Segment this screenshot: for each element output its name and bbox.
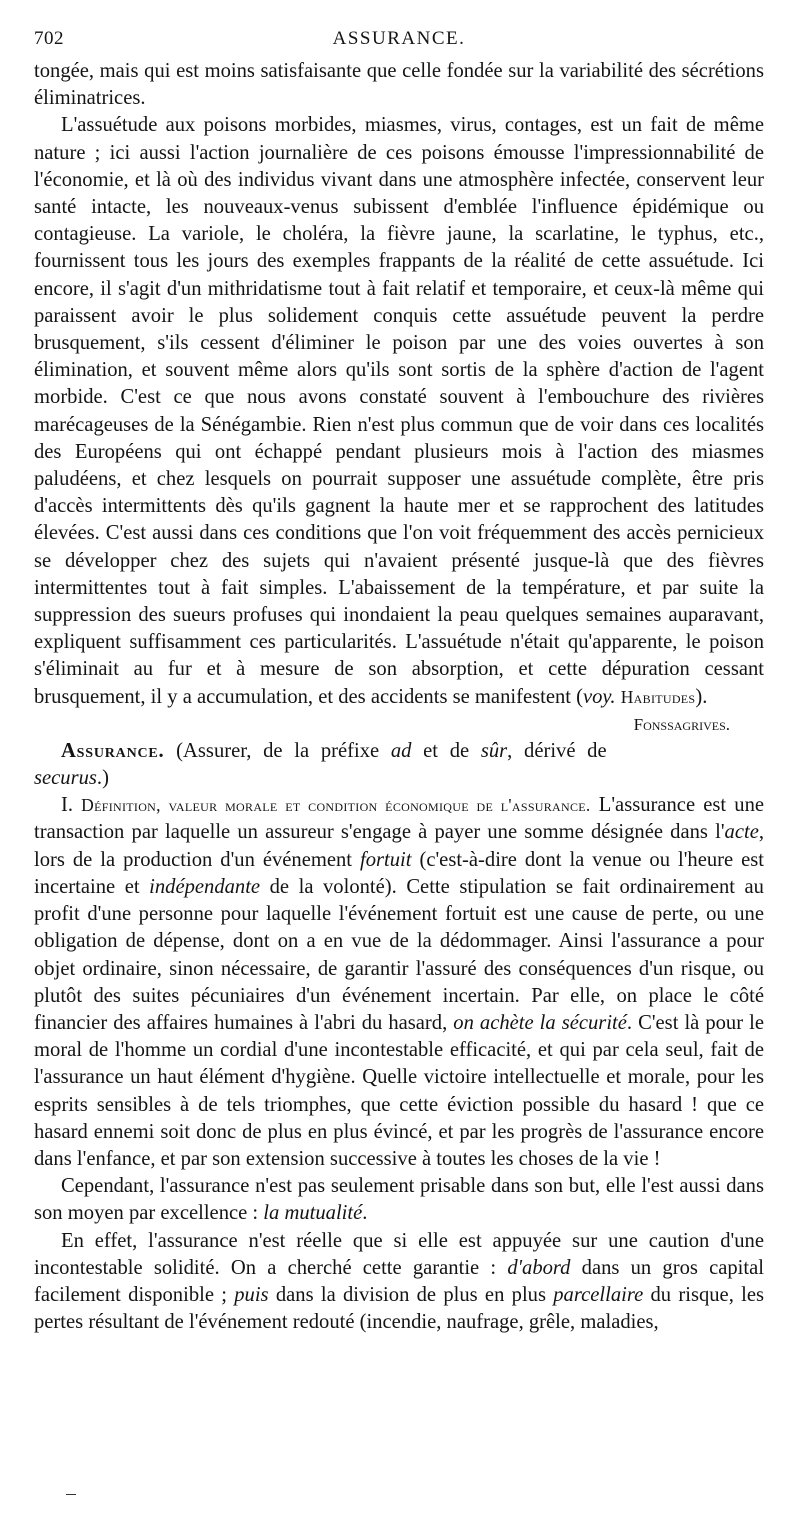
section-one-paragraph xyxy=(34,792,764,1173)
voy-reference: voy. xyxy=(582,685,616,708)
printer-mark xyxy=(66,1494,76,1495)
author-signature: Fonssagrives. xyxy=(633,714,730,734)
etymology-text: et de xyxy=(411,739,481,762)
etymology-term: sûr xyxy=(480,739,508,762)
etymology-text: , dérivé de xyxy=(507,739,607,762)
etymology-term: securus xyxy=(34,767,97,790)
garantie-paragraph xyxy=(34,1228,764,1337)
paragraph-text: de la volonté). Cette stipulation se fait ordinairement au profit d'une personne pour laquelle l'événement fortuit est une cause de perte, ou une obligation de dépense, dont on a en vue de la dédommager. Ainsi l'assurance a pour objet ordinaire, sinon nécessaire, de garantir l'assuré des conséquences d'un risque, ou plutôt des suites pécuniaires d'un événement incertain. Par elle, on place le côté financier des affaires humaines à l'abri du hasard, xyxy=(34,875,764,1034)
page xyxy=(34,28,764,1336)
italic-term: d'abord xyxy=(507,1256,571,1279)
paragraph-text: Cependant, l'assurance n'est pas seulement prisable dans son but, elle l'est aussi dans son moyen par excellence : xyxy=(34,1175,764,1225)
italic-term: acte xyxy=(724,821,759,844)
paragraph-text: . C'est là pour le moral de l'homme un cordial d'une incontestable efficacité, et qui par cela seul, fait de l'assurance un haut élément d'hygiène. Quelle victoire intellectuelle et morale, pour les esprits sensibles à de tels triomphes, que cette éviction possible du hasard ! que ce hasard ennemi soit donc de plus en plus évincé, et par les progrès de l'assurance encore dans l'enfance, et par son extension successive à toutes les choses de la vie ! xyxy=(34,1011,764,1170)
paragraph-end: ). xyxy=(695,685,708,708)
article-heading xyxy=(34,738,764,792)
etymology-text: (Assurer, de la préfixe xyxy=(164,739,391,762)
italic-term: fortuit xyxy=(360,848,412,871)
headword: Assurance. xyxy=(61,739,165,762)
paragraph-text: du risque, les pertes résultant de l'événement redouté (incendie, naufrage, grêle, maladies, xyxy=(34,1283,764,1334)
assuetude-paragraph xyxy=(34,112,764,734)
continued-paragraph: tongée, mais qui est moins satisfaisante que celle fondée sur la variabilité des sécrétions éliminatrices. xyxy=(34,60,764,110)
page-number: 702 xyxy=(34,28,64,49)
paragraph-text: L'assuétude aux poisons morbides, miasmes, virus, contages, est un fait de même nature ; ici aussi l'action journalière de ces poisons émousse l'impressionnabilité de l'économie, et là où des individus vivant dans une atmosphère infectée, conservent leur santé intacte, les nouveaux-venus subissent d'emblée l'influence épidémique ou contagieuse. La variole, le choléra, la fièvre jaune, la scarlatine, le typhus, etc., fournissent tous les jours des exemples frappants de la réalité de cette assuétude. Ici encore, il s'agit d'un mithridatisme tout à fait relatif et temporaire, et ceux-là même qui paraissent avoir le plus solidement conquis cette assuétude peuvent la perdre brusquement, s'ils cessent d'éliminer le poison par une des voies ouvertes à son élimination, et souvent même alors qu'ils sont sortis de la sphère d'action de l'agent morbide. C'est ce que nous avons constaté souvent à l'embouchure des rivières marécageuses de la Sénégambie. Rien n'est plus commun que de voir dans ces localités des Européens qui ont échappé pendant plusieurs mois à l'action des miasmes paludéens, et chez lesquels on pourrait supposer une assuétude complète, être pris d'accès intermittents dès qu'ils gagnent la haute mer et se rapprochent des latitudes élevées. C'est aussi dans ces conditions que l'on voit fréquemment des accès pernicieux se développer chez des sujets qui n'avaient présenté jusque-là que des fièvres intermittentes tout à fait simples. L'abaissement de la température, et par suite la suppression des sueurs profuses qui inondaient la peau quelques semaines auparavant, expliquent suffisamment ces particularités. L'assuétude n'était qu'apparente, le poison s'éliminait au fur et à mesure de son absorption, et cette dépuration cessant brusquement, il y a accumulation, et des accidents se manifestent ( xyxy=(34,114,764,708)
paragraph-text: En effet, l'assurance n'est réelle que si elle est appuyée sur une caution d'une incontestable solidité. On a cherché cette garantie : xyxy=(34,1229,764,1279)
italic-term: puis xyxy=(234,1283,269,1306)
etymology-text: .) xyxy=(96,767,109,790)
mutualite-paragraph xyxy=(34,1173,764,1227)
italic-term: la mutualité xyxy=(263,1202,363,1225)
italic-term: indépendante xyxy=(149,875,261,898)
paragraph-text: (c'est-à-dire dont la venue ou l'heure est incertaine et xyxy=(34,848,764,898)
paragraph-text: . xyxy=(362,1202,368,1225)
italic-term: parcellaire xyxy=(553,1283,644,1306)
paragraph-text: dans la division de plus en plus xyxy=(268,1283,554,1306)
section-title: Définition, valeur morale et condition économique de l'assurance. xyxy=(81,795,591,816)
page-header xyxy=(34,28,764,58)
etymology-term: ad xyxy=(390,739,412,762)
paragraph-text: , lors de la production d'un événement xyxy=(34,821,764,871)
section-number: I. xyxy=(61,794,74,817)
running-title: ASSURANCE. xyxy=(332,28,466,49)
paragraph-text: dans un gros capital facilement disponible ; xyxy=(34,1256,764,1306)
paragraph-text: L'assurance est une transaction par laquelle un assureur s'engage à payer une somme désignée dans l' xyxy=(34,794,765,844)
italic-term: on achète la sécurité xyxy=(453,1011,627,1034)
cross-reference-habitudes: Habitudes xyxy=(620,686,696,707)
